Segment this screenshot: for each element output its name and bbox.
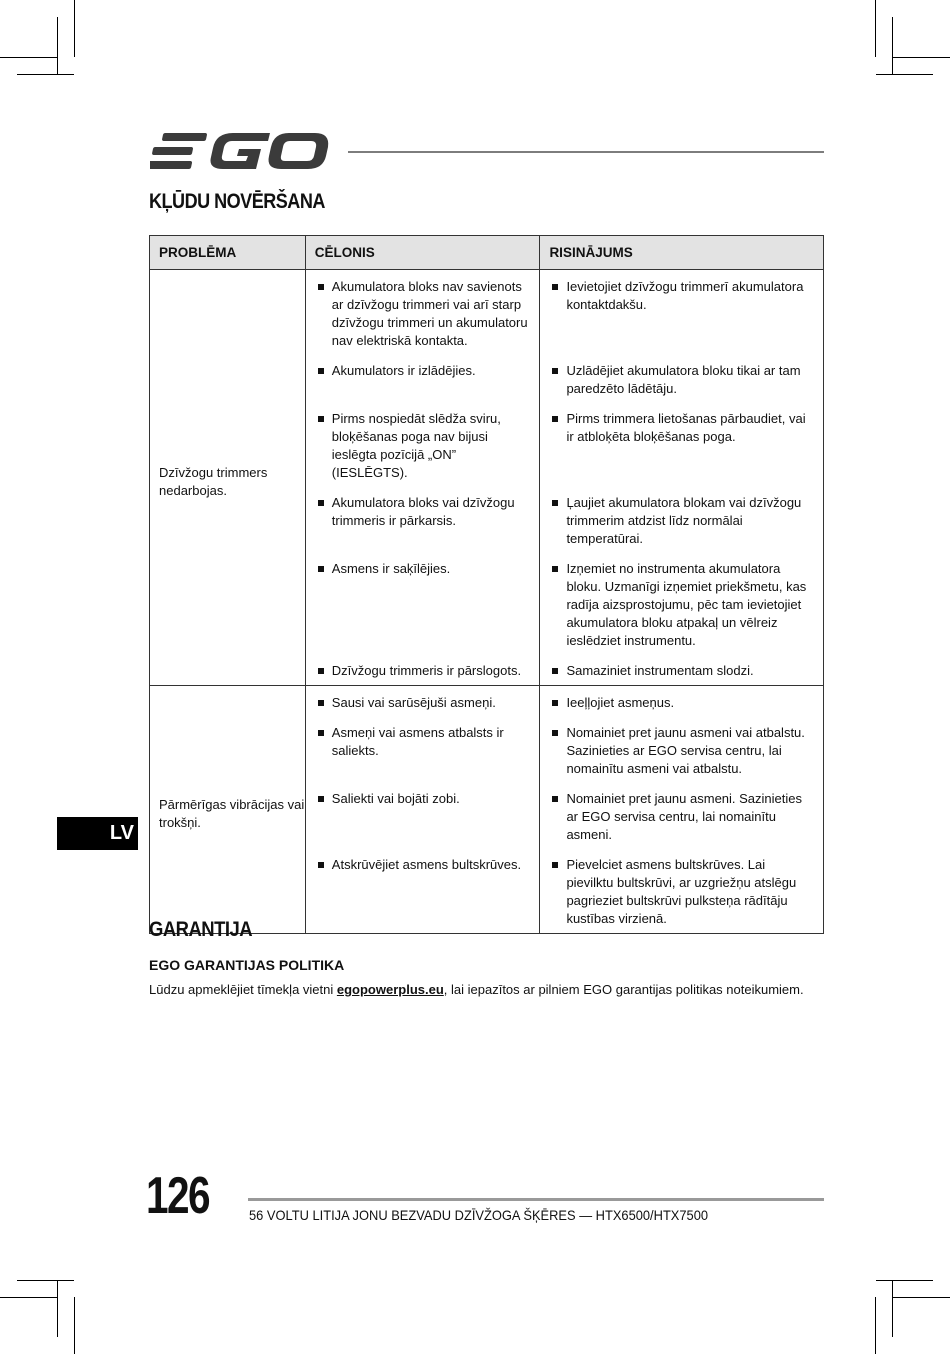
cause-item: Pirms nospiedāt slēdža sviru, bloķēšanas poga nav bijusi ieslēgta pozīcijā „ON” (IESLĒGTS). — [315, 410, 532, 482]
crop-mark — [876, 74, 933, 75]
solution-cell — [540, 410, 824, 494]
cause-item: Asmeņi vai asmens atbalsts ir saliekts. — [315, 724, 532, 760]
crop-mark — [17, 1280, 74, 1281]
column-header-problem: PROBLĒMA — [150, 236, 306, 270]
crop-mark — [74, 1297, 75, 1354]
solution-cell — [540, 560, 824, 662]
crop-mark — [892, 17, 893, 74]
page-number: 126 — [146, 1167, 209, 1225]
solution-cell — [540, 270, 824, 363]
solution-cell — [540, 790, 824, 856]
crop-mark — [875, 0, 876, 57]
column-header-solution: RISINĀJUMS — [540, 236, 824, 270]
solution-cell — [540, 662, 824, 686]
footer-title: 56 VOLTU LITIJA JONU BEZVADU DZĪVŽOGA ŠĶĒRES — HTX6500/HTX7500 — [249, 1207, 709, 1223]
warranty-title: GARANTIJA — [149, 918, 253, 941]
solution-item: Pirms trimmera lietošanas pārbaudiet, vai ir atbloķēta bloķēšanas poga. — [549, 410, 815, 446]
cause-item: Akumulatora bloks nav savienots ar dzīvžogu trimmeri vai arī starp dzīvžogu trimmeri un akumulatoru nav elektriskā kontakta. — [315, 278, 532, 350]
crop-mark — [876, 1280, 933, 1281]
cause-item: Akumulators ir izlādējies. — [315, 362, 532, 380]
column-header-cause: CĒLONIS — [305, 236, 540, 270]
solution-cell — [540, 856, 824, 934]
solution-item: Ievietojiet dzīvžogu trimmerī akumulatora kontaktdakšu. — [549, 278, 815, 314]
crop-mark — [0, 57, 57, 58]
crop-mark — [875, 1297, 876, 1354]
crop-mark — [893, 57, 950, 58]
cause-cell — [305, 686, 540, 725]
solution-item: Nomainiet pret jaunu asmeni. Sazinieties ar EGO servisa centru, lai nomainītu asmeni. — [549, 790, 815, 844]
cause-cell — [305, 494, 540, 560]
solution-cell — [540, 494, 824, 560]
solution-item: Uzlādējiet akumulatora bloku tikai ar tam paredzēto lādētāju. — [549, 362, 815, 398]
solution-item: Izņemiet no instrumenta akumulatora bloku. Uzmanīgi izņemiet priekšmetu, kas radīja aizsprostojumu, pēc tam ievietojiet akumulatora bloku atpakaļ un vēlreiz ieslēdziet instrumentu. — [549, 560, 815, 650]
crop-mark — [74, 0, 75, 57]
cause-item: Dzīvžogu trimmeris ir pārslogots. — [315, 662, 532, 680]
solution-cell — [540, 362, 824, 410]
cause-item: Sausi vai sarūsējuši asmeņi. — [315, 694, 532, 712]
crop-mark — [893, 1297, 950, 1298]
crop-mark — [57, 1280, 58, 1337]
solution-item: Nomainiet pret jaunu asmeni vai atbalstu. Sazinieties ar EGO servisa centru, lai nomainītu asmeni vai atbalstu. — [549, 724, 815, 778]
warranty-text-after: , lai iepazītos ar pilniem EGO garantijas politikas noteikumiem. — [443, 982, 804, 997]
table-header-row — [150, 236, 824, 270]
problem-cell: Dzīvžogu trimmers nedarbojas. — [150, 270, 306, 686]
header-rule — [348, 151, 824, 153]
solution-cell — [540, 724, 824, 790]
cause-item: Atskrūvējiet asmens bultskrūves. — [315, 856, 532, 874]
language-tab: LV — [57, 817, 138, 850]
table-row — [150, 686, 824, 725]
cause-item: Akumulatora bloks vai dzīvžogu trimmeris ir pārkarsis. — [315, 494, 532, 530]
table-row — [150, 270, 824, 363]
crop-mark — [0, 1297, 57, 1298]
solution-item: Ieeļļojiet asmeņus. — [549, 694, 815, 712]
cause-cell — [305, 724, 540, 790]
cause-item: Asmens ir saķīlējies. — [315, 560, 532, 578]
solution-cell — [540, 686, 824, 725]
crop-mark — [57, 17, 58, 74]
cause-cell — [305, 560, 540, 662]
cause-cell — [305, 270, 540, 363]
troubleshooting-table — [149, 235, 824, 934]
cause-cell — [305, 856, 540, 934]
solution-item: Pievelciet asmens bultskrūves. Lai pievilktu bultskrūvi, ar uzgriežņu atslēgu pagrieziet bultskrūvi pulksteņa rādītāju kustības virzienā. — [549, 856, 815, 928]
warranty-subtitle: EGO GARANTIJAS POLITIKA — [149, 957, 345, 973]
solution-item: Ļaujiet akumulatora blokam vai dzīvžogu trimmerim atdzist līdz normālai temperatūrai. — [549, 494, 815, 548]
footer-rule — [248, 1198, 824, 1201]
solution-item: Samaziniet instrumentam slodzi. — [549, 662, 815, 680]
cause-cell — [305, 362, 540, 410]
cause-cell — [305, 662, 540, 686]
crop-mark — [892, 1280, 893, 1337]
warranty-text — [149, 982, 804, 997]
crop-mark — [17, 74, 74, 75]
problem-cell: Pārmērīgas vibrācijas vai trokšņi. — [150, 686, 306, 934]
page-title: KĻŪDU NOVĒRŠANA — [149, 190, 325, 213]
ego-logo — [150, 130, 330, 172]
cause-cell — [305, 410, 540, 494]
warranty-text-before: Lūdzu apmeklējiet tīmekļa vietni — [149, 982, 337, 997]
cause-item: Saliekti vai bojāti zobi. — [315, 790, 532, 808]
cause-cell — [305, 790, 540, 856]
warranty-link[interactable]: egopowerplus.eu — [336, 982, 444, 997]
